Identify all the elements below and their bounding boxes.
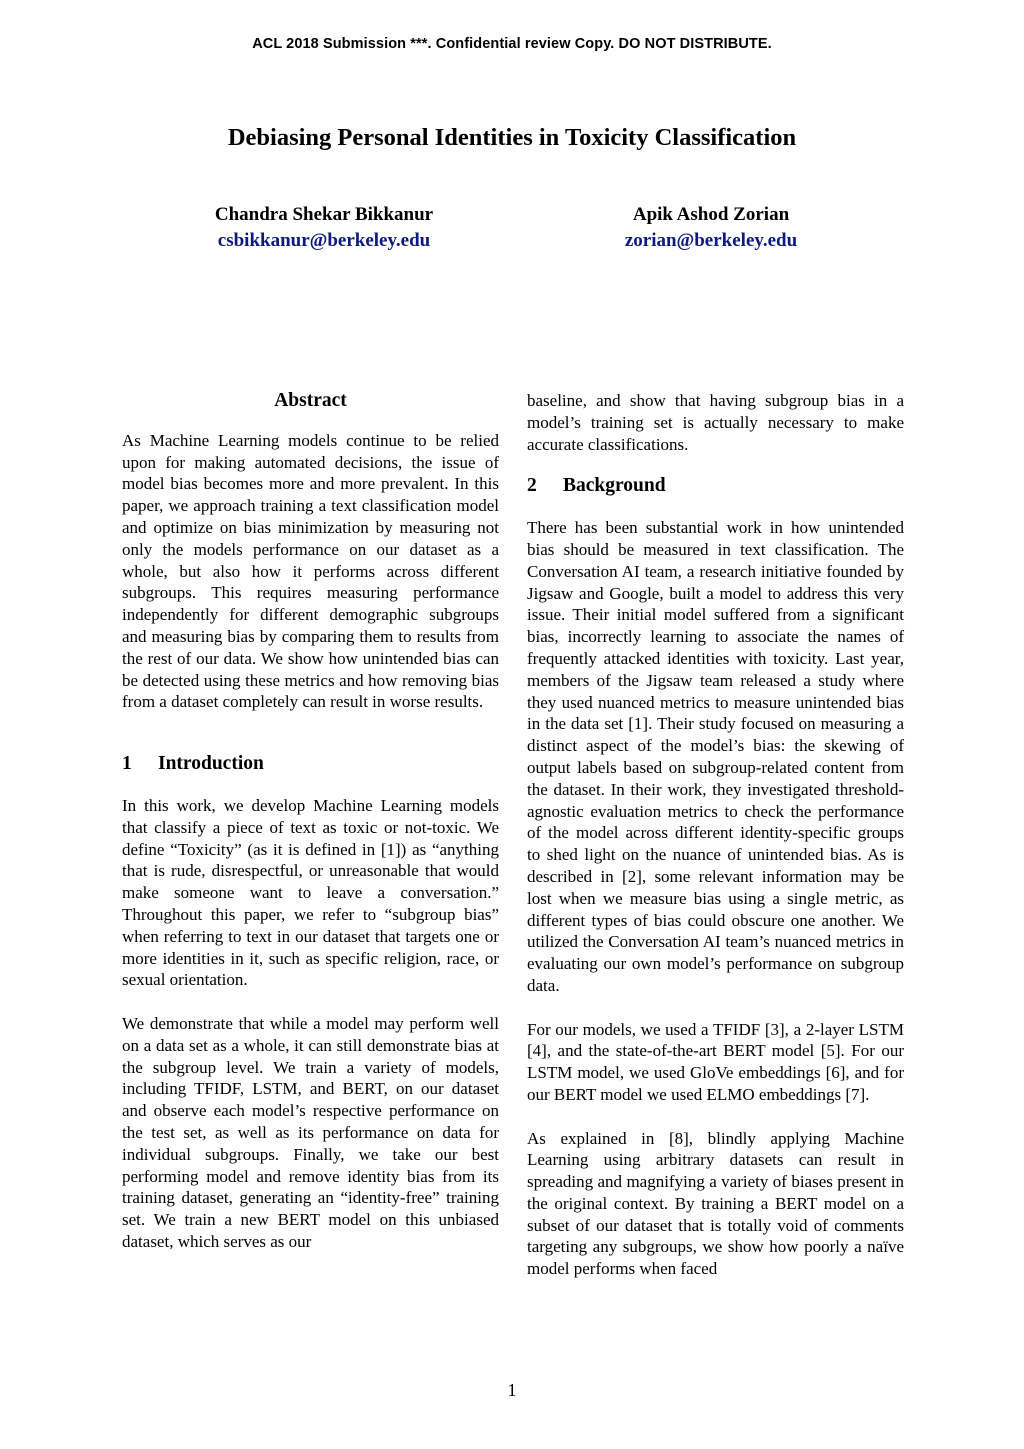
paper-title: Debiasing Personal Identities in Toxicity Classification (227, 124, 797, 151)
paragraph: baseline, and show that having subgroup bias in a model’s training set is actually necessary to make accurate classifications. (527, 391, 904, 454)
section-title: Introduction (158, 753, 264, 775)
right-column (527, 390, 904, 1280)
paragraph: In this work, we develop Machine Learning models that classify a piece of text as toxic or not-toxic. We define “Toxicity” (as it is defined in [1]) as “anything that is rude, disrespectful, or unreasonable that would make someone want to leave a conversation.” Throughout this paper, we refer to “subgroup bias” when referring to text in our dataset that targets one or more identities in it, such as specific religion, race, or sexual orientation. (122, 795, 499, 990)
confidential-header: ACL 2018 Submission ***. Confidential review Copy. DO NOT DISTRIBUTE. (252, 36, 772, 52)
author-email[interactable]: csbikkanur@berkeley.edu (217, 230, 431, 251)
abstract-text: As Machine Learning models continue to be relied upon for making automated decisions, the issue of model bias becomes more and more prevalent. In this paper, we approach training a text classification model and optimize on bias minimization by measuring not only the models performance on our dataset as a whole, but also how it performs across different subgroups. This requires measuring performance independently for different demographic subgroups and measuring bias by comparing them to results from the rest of our data. We show how unintended bias can be detected using these metrics and how removing bias from a dataset completely can result in worse results. (122, 430, 499, 712)
author-name: Apik Ashod Zorian (632, 204, 790, 225)
paragraph: For our models, we used a TFIDF [3], a 2-layer LSTM [4], and the state-of-the-art BERT model [5]. For our LSTM model, we used GloVe embeddings [6], and for our BERT model we used ELMO embeddings [7]. (527, 1019, 904, 1104)
paragraph: We demonstrate that while a model may perform well on a data set as a whole, it can still demonstrate bias at the subgroup level. We train a variety of models, including TFIDF, LSTM, and BERT, on our dataset and observe each model’s respective performance on the test set, as well as its performance on data for individual subgroups. Finally, we take our best performing model and remove identity bias from its training dataset, generating an “identity-free” training set. We train a new BERT model on this unbiased dataset, which serves as our (122, 1013, 499, 1251)
introduction-heading (122, 753, 499, 775)
paragraph: There has been substantial work in how unintended bias should be measured in text classification. The Conversation AI team, a research initiative founded by Jigsaw and Google, built a model to address this very issue. Their initial model suffered from a significant bias, incorrectly learning to associate the names of frequently attacked identities with toxicity. Last year, members of the Jigsaw team released a study where they used nuanced metrics to measure unintended bias in the data set [1]. Their study focused on measuring a distinct aspect of the model’s bias: the skewing of output labels based on subgroup-related content from the dataset. In their work, they investigated threshold-agnostic evaluation metrics to check the performance of the model across different identity-specific groups to shed light on the nuance of unintended bias. As is described in [2], some relevant information may be lost when we measure bias using a single metric, as different types of bias could obscure one another. We utilized the Conversation AI team’s nuanced metrics in evaluating our own model’s performance on subgroup data. (527, 518, 904, 995)
author-block (566, 202, 856, 254)
section-title: Background (563, 475, 666, 497)
left-column (122, 388, 499, 1253)
section-number: 1 (122, 753, 132, 775)
section-number: 2 (527, 475, 537, 497)
paragraph: As explained in [8], blindly applying Machine Learning using arbitrary datasets can result in spreading and magnifying a variety of biases present in the original context. By training a BERT model on a subset of our dataset that is totally void of comments targeting any subgroups, we show how poorly a naïve model performs when faced (527, 1128, 904, 1279)
abstract-heading: Abstract (274, 390, 347, 411)
author-email[interactable]: zorian@berkeley.edu (624, 230, 798, 251)
background-heading (527, 475, 904, 497)
page-number: 1 (507, 1380, 517, 1400)
author-block (172, 202, 476, 254)
author-name: Chandra Shekar Bikkanur (214, 204, 434, 225)
